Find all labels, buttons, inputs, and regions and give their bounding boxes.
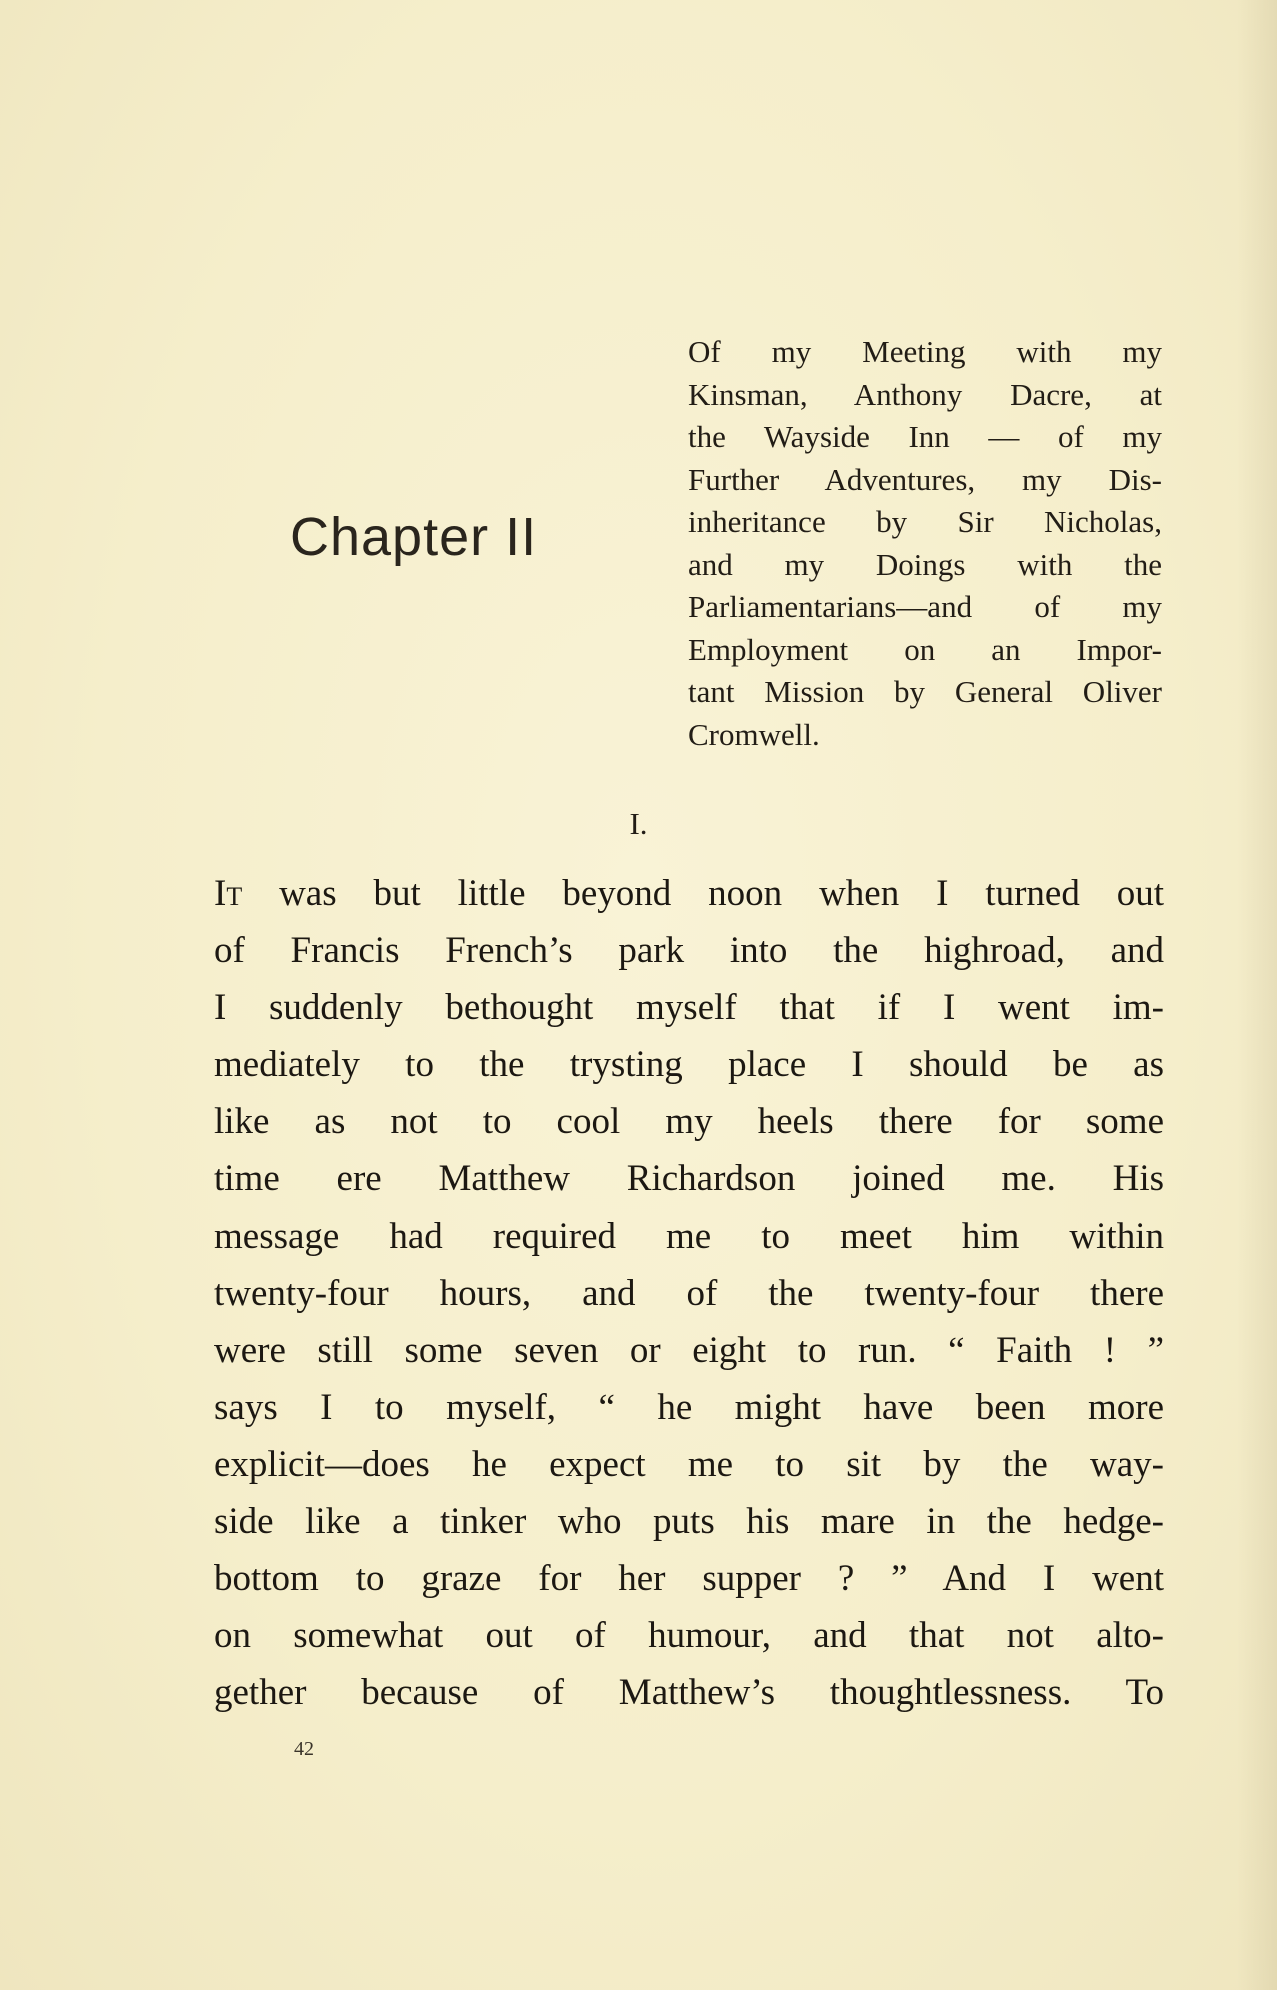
synopsis-line: Employment on an Impor-: [688, 631, 1162, 667]
body-line: explicit—does he expect me to sit by the way-: [214, 1443, 1164, 1485]
synopsis-line: Cromwell.: [688, 716, 820, 752]
body-line: bottom to graze for her supper ? ” And I went: [214, 1558, 1164, 1600]
body-line: on somewhat out of humour, and that not alto-: [214, 1615, 1164, 1657]
body-line: mediately to the trysting place I should be as: [214, 1044, 1164, 1086]
body-line: like as not to cool my heels there for some: [214, 1101, 1164, 1143]
synopsis-line: and my Doings with the: [688, 546, 1162, 582]
chapter-title: Chapter II: [290, 507, 538, 567]
body-line: I suddenly bethought myself that if I went im-: [214, 987, 1164, 1029]
body-first-line: [214, 865, 1164, 922]
body-line: says I to myself, “ he might have been more: [214, 1386, 1164, 1428]
body-line: of Francis French’s park into the highroad, and: [214, 930, 1164, 972]
synopsis-line: Parliamentarians—and of my: [688, 589, 1162, 624]
page-edge-shadow: [1237, 0, 1277, 1990]
body-line: side like a tinker who puts his mare in the hedge-: [214, 1501, 1164, 1543]
synopsis-line: inheritance by Sir Nicholas,: [688, 504, 1162, 539]
body-line: twenty-four hours, and of the twenty-four there: [214, 1272, 1164, 1314]
section-number: I.: [629, 806, 648, 841]
body-line: were still some seven or eight to run. “ Faith ! ”: [214, 1329, 1164, 1371]
body-text: [214, 865, 1164, 1721]
first-line-rest: was but little beyond noon when I turned out: [242, 873, 1164, 914]
page-number: 42: [294, 1738, 314, 1760]
opening-word: It: [214, 873, 243, 914]
synopsis-line: tant Mission by General Oliver: [688, 674, 1162, 709]
synopsis-line: the Wayside Inn — of my: [688, 419, 1162, 454]
body-line: time ere Matthew Richardson joined me. His: [214, 1158, 1164, 1200]
body-line: gether because of Matthew’s thoughtlessness. To: [214, 1672, 1164, 1714]
body-line: message had required me to meet him within: [214, 1215, 1164, 1257]
synopsis-line: Of my Meeting with my: [688, 334, 1162, 369]
synopsis-line: Further Adventures, my Dis-: [688, 461, 1162, 497]
chapter-synopsis: [688, 331, 1162, 756]
synopsis-line: Kinsman, Anthony Dacre, at: [688, 376, 1162, 412]
